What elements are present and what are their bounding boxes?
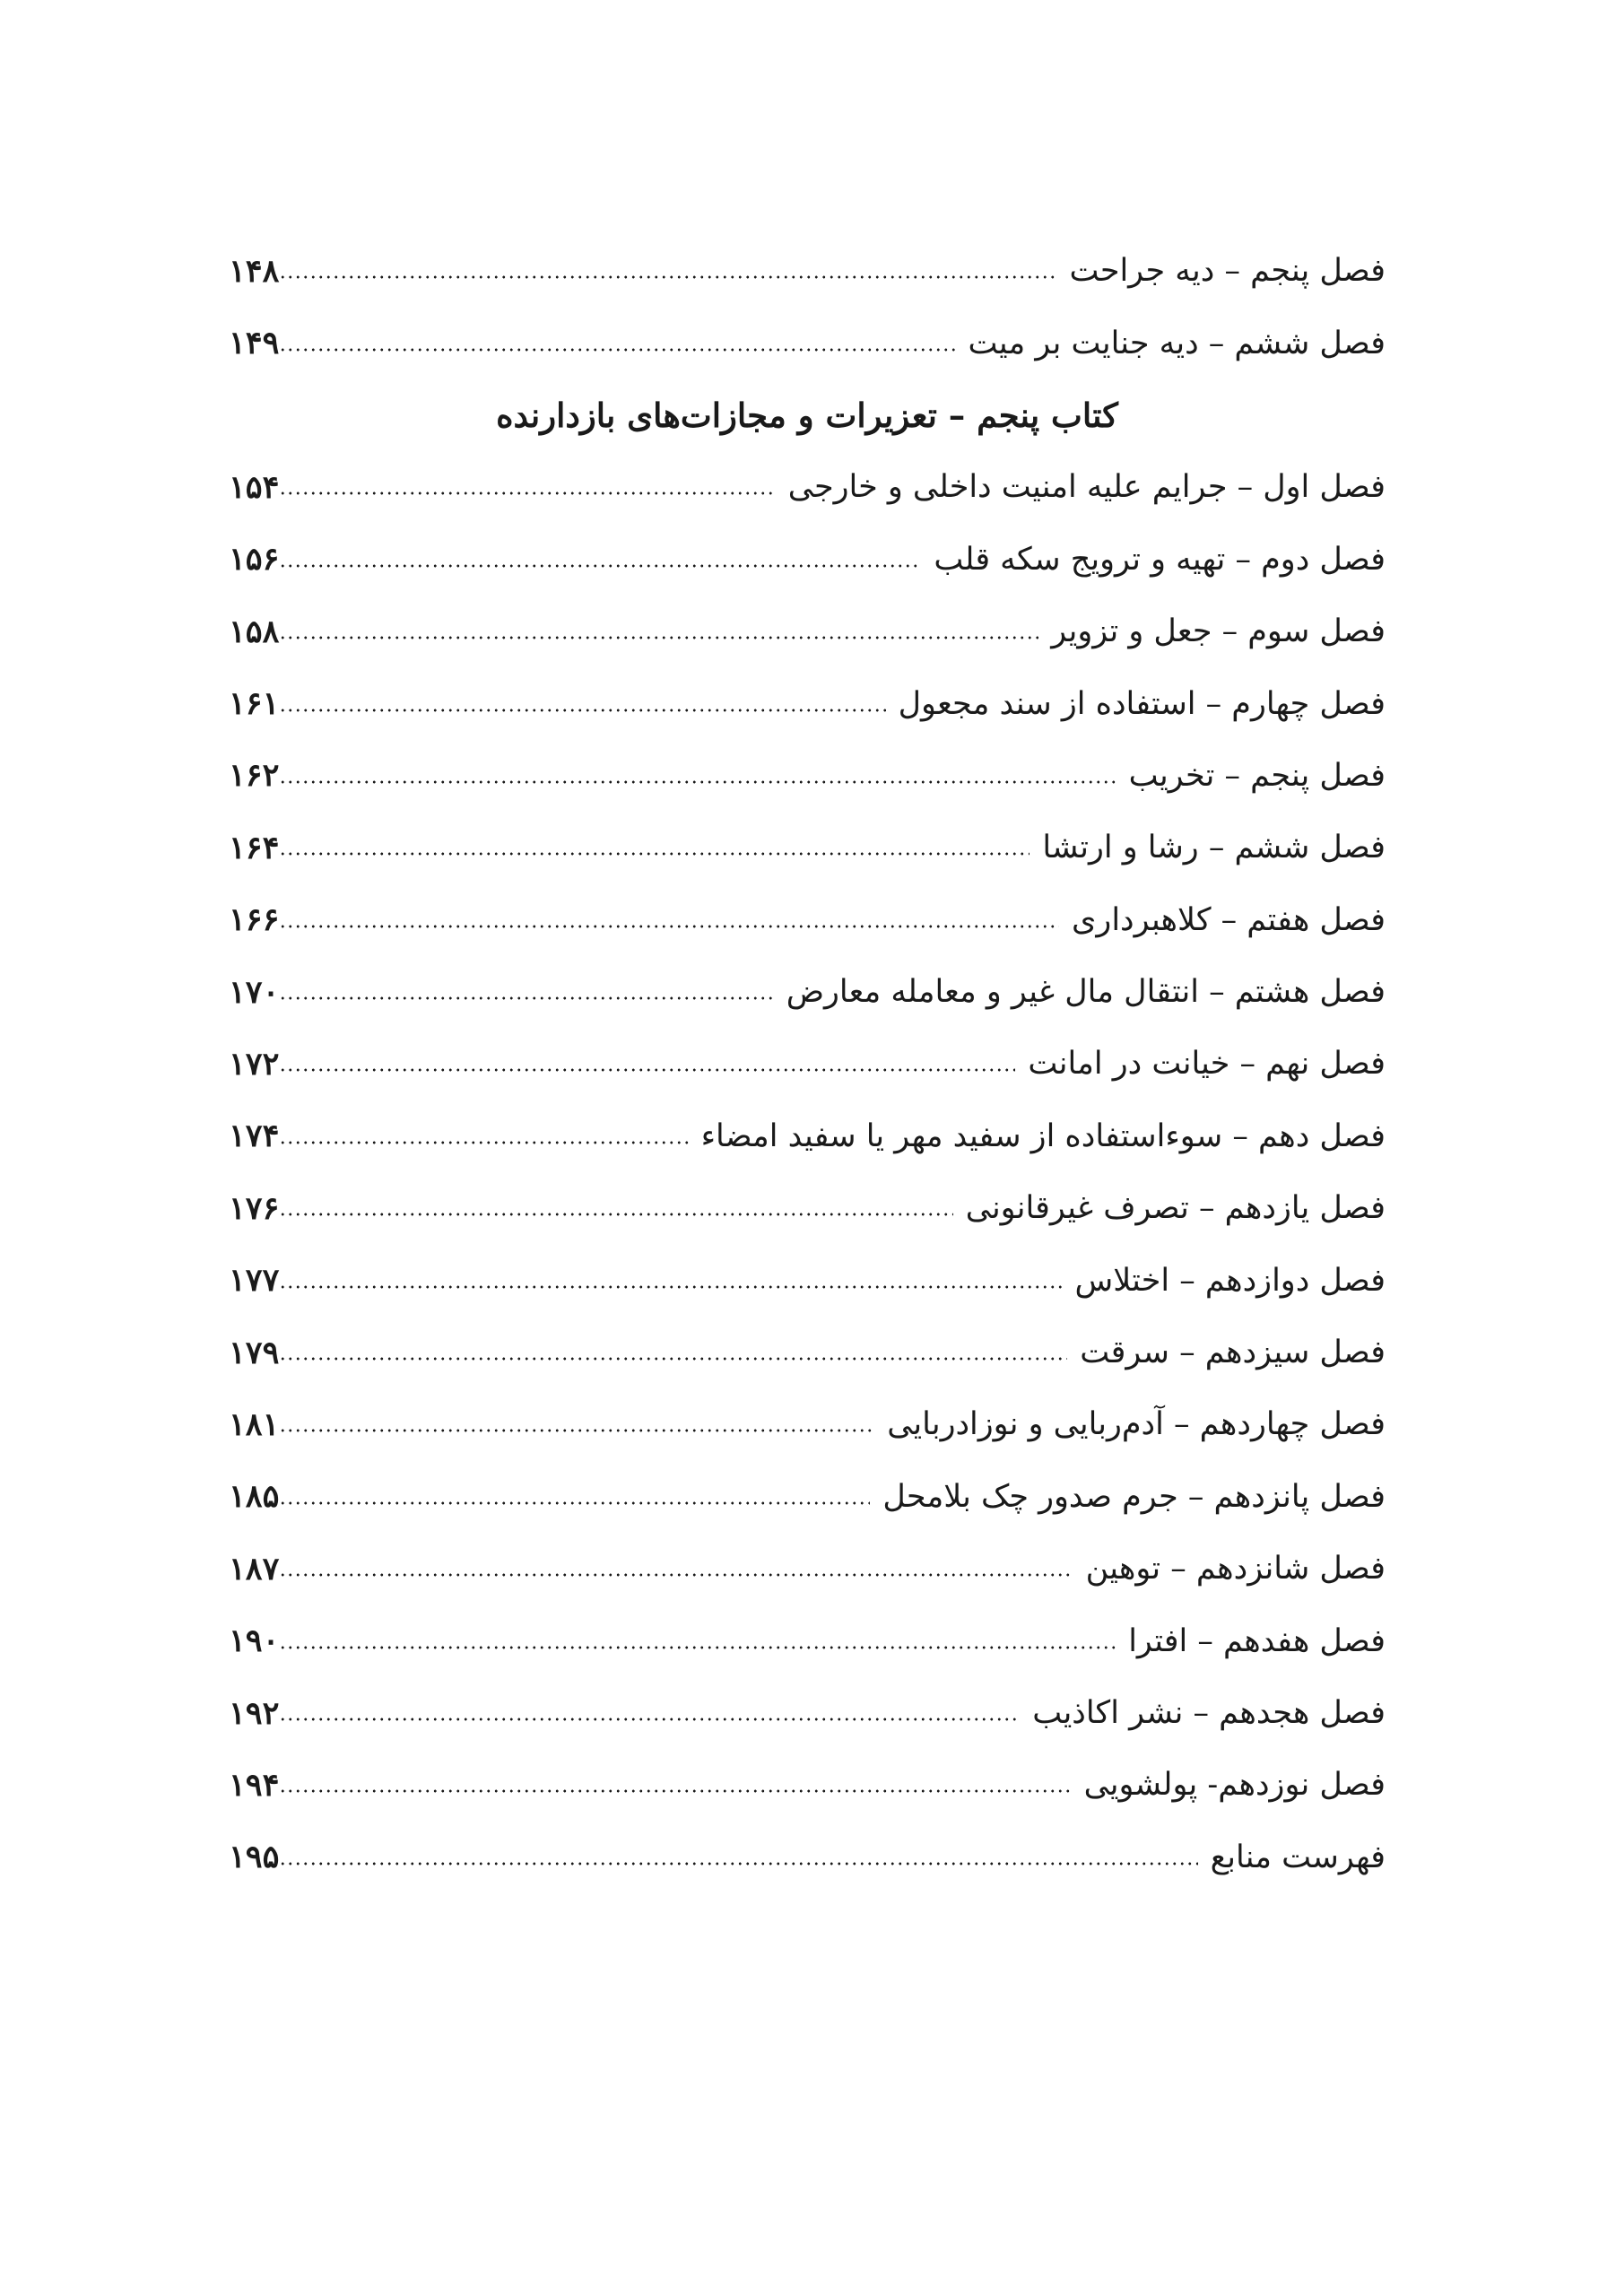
toc-entry-page: ۱۷۹ [229,1334,280,1371]
toc-entry [229,1244,1386,1316]
dot-leader [279,1285,1062,1289]
toc-entry [229,1388,1386,1460]
table-of-contents [229,235,1386,1893]
toc-entry-page: ۱۷۰ [229,973,280,1011]
dot-leader [279,1357,1067,1361]
toc-entry [229,956,1386,1028]
toc-entry [229,1605,1386,1676]
toc-entry-title: فصل شانزدهم – توهین [1085,1551,1386,1587]
toc-entry [229,307,1386,378]
toc-entry-page: ۱۷۶ [229,1189,280,1227]
toc-entry-title: فصل هفتم – کلاهبرداری [1072,901,1386,938]
toc-entry-page: ۱۸۵ [229,1478,280,1516]
toc-entry-title: فصل سیزدهم – سرقت [1080,1335,1386,1371]
toc-entry [229,1677,1386,1749]
toc-entry-title: فصل ششم – رشا و ارتشا [1042,830,1386,866]
toc-entry-page: ۱۵۴ [229,468,280,506]
dot-leader [279,348,955,352]
toc-entry [229,1822,1386,1893]
toc-entry-title: فصل هجدهم – نشر اکاذیب [1032,1695,1386,1731]
toc-entry-page: ۱۹۴ [229,1766,280,1804]
toc-entry-title: فصل ششم – دیه جنایت بر میت [968,325,1386,361]
toc-entry-page: ۱۹۲ [229,1694,280,1732]
toc-entry-title: فصل پنجم – دیه جراحت [1069,253,1386,290]
dot-leader [279,564,921,568]
toc-entry-title: فهرست منابع [1210,1839,1386,1875]
toc-entry [229,1100,1386,1172]
toc-entry [229,451,1386,523]
dot-leader [279,491,775,495]
toc-entry-title: فصل یازدهم – تصرف غیرقانونی [965,1190,1386,1227]
dot-leader [279,1789,1071,1793]
toc-entry [229,1533,1386,1605]
toc-entry [229,740,1386,812]
toc-entry-title: فصل چهارم – استفاده از سند مجعول [898,685,1386,722]
toc-entry-title: فصل دوازدهم – اختلاس [1074,1262,1386,1299]
toc-entry [229,1028,1386,1100]
dot-leader [279,925,1059,928]
dot-leader [279,852,1030,856]
dot-leader [279,636,1038,639]
toc-entry-page: ۱۵۶ [229,541,280,578]
toc-entry [229,812,1386,883]
toc-entry-title: فصل هشتم – انتقال مال غیر و معامله معارض [786,974,1386,1011]
dot-leader [279,1429,874,1432]
dot-leader [279,1646,1116,1649]
book-heading: کتاب پنجم – تعزیرات و مجازات‌های بازدارنده [496,395,1118,435]
toc-entry-page: ۱۷۴ [229,1118,280,1155]
toc-entry-title: فصل دهم – سوءاستفاده از سفید مهر یا سفید امضاء [700,1118,1386,1154]
toc-entry [229,596,1386,667]
dot-leader [279,275,1056,279]
toc-entry-page: ۱۶۱ [229,685,280,723]
dot-leader [279,709,885,712]
toc-entry-title: فصل دوم – تهیه و ترویج سکه قلب [934,541,1386,578]
dot-leader [279,780,1116,784]
toc-entry-title: فصل اول – جرایم علیه امنیت داخلی و خارجی [787,469,1386,506]
toc-entry-title: فصل سوم – جعل و تزویر [1051,613,1386,650]
toc-entry [229,235,1386,307]
toc-entry-title: فصل چهاردهم – آدم‌ربایی و نوزادربایی [887,1406,1386,1443]
toc-entry [229,667,1386,739]
toc-entry [229,1749,1386,1821]
toc-entry-title: فصل پنجم – تخریب [1128,757,1386,794]
toc-entry-page: ۱۷۲ [229,1045,280,1083]
dot-leader [279,1573,1073,1577]
toc-entry-title: فصل نوزدهم- پولشویی [1083,1767,1386,1804]
dot-leader [279,1141,688,1144]
dot-leader [279,996,773,1000]
toc-entry-page: ۱۴۸ [229,252,280,290]
toc-entry-title: فصل پانزدهم – جرم صدور چک بلامحل [882,1478,1386,1515]
toc-entry-page: ۱۴۹ [229,325,280,362]
dot-leader [279,1213,952,1216]
toc-entry-title: فصل هفدهم – افترا [1128,1622,1386,1659]
toc-entry-page: ۱۸۱ [229,1405,280,1443]
toc-entry-title: فصل نهم – خیانت در امانت [1028,1046,1386,1083]
toc-entry-page: ۱۶۲ [229,757,280,795]
dot-leader [279,1068,1015,1072]
toc-entry-page: ۱۶۴ [229,829,280,866]
toc-entry [229,1172,1386,1244]
toc-entry-page: ۱۸۷ [229,1550,280,1587]
dot-leader [279,1501,870,1505]
toc-entry-page: ۱۹۰ [229,1622,280,1660]
toc-entry-page: ۱۷۷ [229,1262,280,1300]
toc-entry [229,884,1386,956]
dot-leader [279,1862,1197,1866]
toc-entry [229,1461,1386,1533]
toc-entry-page: ۱۹۵ [229,1839,280,1876]
toc-entry-page: ۱۵۸ [229,613,280,650]
dot-leader [279,1718,1020,1721]
toc-entry [229,1317,1386,1388]
toc-entry-page: ۱۶۶ [229,901,280,939]
toc-entry [229,524,1386,596]
